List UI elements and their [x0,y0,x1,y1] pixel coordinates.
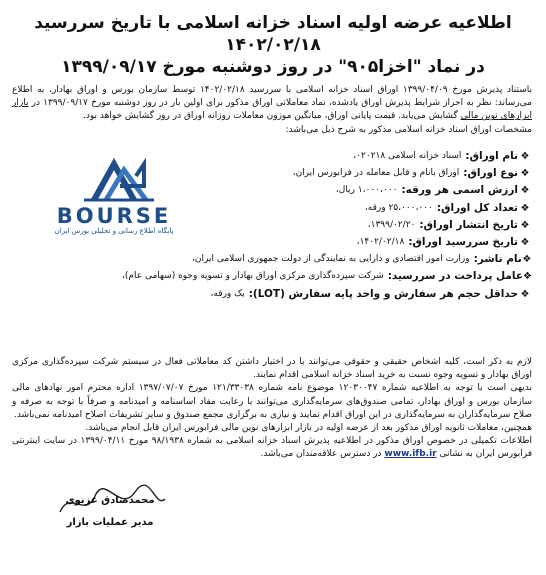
spec-label: حداقل حجم هر سفارش و واحد پایه سفارش (LOT): [248,287,518,300]
paragraph-secondary-trading: همچنین، معاملات ثانویه اوراق مذکور بعد از عرضه اولیه در بازار ابزارهای نوین مالی فرابورس ایران قابل انجام می‌باشد. [85,423,532,434]
spec-item [192,236,532,249]
spec-item [192,253,532,266]
diamond-bullet-icon: ❖ [523,271,532,283]
spec-label: ارزش اسمی هر ورقه: [401,184,518,197]
spec-value: ۲۵،۰۰۰،۰۰۰ ورقه، [364,202,433,213]
paragraph-more-info [12,435,532,461]
spec-value: ۱،۰۰۰،۰۰۰ ریال، [335,185,398,196]
signer-title: مدیر عملیات بازار [66,517,154,528]
spec-item [192,167,532,180]
intro-text-1: باستناد پذیرش مورخ ۱۳۹۹/۰۴/۰۹ اوراق اسناد خزانه اسلامی با سررسید ۱۴۰۲/۰۲/۱۸ توسط سازمان بورس و اوراق بهادار، به اطلاع می‌رساند: نظر به احراز شرایط پذیرش اوراق یادشده، نماد معاملاتی اوراق مذکور برای اولین بار در روز دوشنبه مورخ ۱۳۹۹/۰۹/۱۷ در [12,85,532,109]
signature-block [40,484,180,564]
diamond-bullet-icon: ❖ [520,185,530,197]
bourse-logo-icon [24,156,204,206]
signer-name: محمدصادق عزنوی [65,495,155,506]
title-line-2: در نماد "اخزا۹۰۵" در روز دوشنبه مورخ ۱۳۹۹/۰۹/۱۷ [61,57,485,77]
diamond-bullet-icon: ❖ [520,202,530,214]
title-line-1: اطلاعیه عرضه اولیه اسناد خزانه اسلامی با تاریخ سررسید ۱۴۰۲/۰۲/۱۸ [34,13,512,55]
intro-paragraph [12,84,532,137]
spec-label: نوع اوراق: [463,167,518,180]
spec-item [192,184,532,197]
intro-market-name: بازار ابزارهای نوین مالی [12,98,532,122]
spec-item [192,219,532,232]
spec-value: اوراق بانام و قابل معامله در فرابورس ایران، [292,168,460,179]
spec-label: تاریخ انتشار اوراق: [419,218,518,231]
logo-wordmark: BOURSE [56,204,172,228]
website-link[interactable]: www.ifb.ir [384,449,437,460]
paragraph-trading-code: لازم به ذکر است، کلیه اشخاص حقیقی و حقوقی می‌توانند با در اختیار داشتن کد معاملاتی فعال در سیستم شرکت سپرده‌گذاری مرکزی اوراق بهادار و تسویه وجوه نسبت به خرید اسناد خزانه اسلامی اقدام نمایند. [12,357,532,381]
spec-item [192,150,532,163]
diamond-bullet-icon: ❖ [520,168,530,180]
logo-subtitle: پایگاه اطلاع رسانی و تحلیلی بورس ایران [54,227,174,235]
diamond-bullet-icon: ❖ [520,288,530,300]
spec-label: عامل پرداخت در سررسید: [387,270,524,283]
spec-value: یک ورقه، [210,288,245,299]
spec-value: اسناد خزانه اسلامی ۰۲۰۲۱۸، [353,151,462,161]
spec-value: شرکت سپرده‌گذاری مرکزی اوراق بهادار و تسویه وجوه (سهامی عام)، [121,271,384,282]
more-info-suffix: در دسترس علاقه‌مندان می‌باشد. [260,449,382,460]
spec-label: نام اوراق: [465,150,518,162]
diamond-bullet-icon: ❖ [520,236,530,248]
diamond-bullet-icon: ❖ [520,219,530,231]
spec-label: تعداد کل اوراق: [436,201,518,214]
spec-value: ۱۴۰۲/۰۲/۱۸، [356,236,405,247]
specifications-list [121,150,532,305]
spec-label: تاریخ سررسید اوراق: [408,235,518,248]
bourse-logo [24,156,204,236]
spec-value: وزارت امور اقتصادی و دارایی به نمایندگی از دولت جمهوری اسلامی ایران، [192,254,470,265]
diamond-bullet-icon: ❖ [520,151,530,162]
intro-text-2: گشایش می‌یابد. قیمت پایانی اوراق، میانگین موزون معاملات روزانه اوراق در روز گشایش خواهد بود. [83,111,458,122]
spec-item [192,202,532,215]
spec-label: نام ناشر: [473,253,522,266]
paragraph-funds: بدیهی است با توجه به اطلاعیه شماره ۱۲۰۳۰۰۴۷ موضوع نامه شماره ۱۲۱/۳۳۰۳۸ مورخ ۱۳۹۷/۰۷/۰۷ اداره محترم امور نهادهای مالی سازمان بورس و اوراق بهادار، تمامی صندوق‌های سرمایه‌گذاری می‌توانند با رعایت مفاد اساسنامه و امیدنامه و صرفاً با توجه به صرفه و صلاح سرمایه‌گذاران به سرمایه‌گذاری در این اوراق اقدام نمایند و نیازی به برگزاری مجمع صندوق و سایر تشریفات اصلاح امیدنامه نمی‌باشد. [12,383,532,420]
spec-value: ۱۳۹۹/۰۲/۲۰، [367,219,416,230]
spec-item [121,270,532,283]
announcement-title [20,12,526,78]
diamond-bullet-icon: ❖ [522,254,532,266]
body-paragraphs [12,356,532,462]
more-info-text: اطلاعات تکمیلی در خصوص اوراق مذکور در اطلاعیه پذیرش اسناد خزانه اسلامی به شماره ۹۸/۱۹۳۸ مورخ ۱۳۹۹/۰۴/۱۱ در سایت اینترنتی فرابورس ایران به نشانی [12,436,532,460]
spec-item [192,288,532,301]
intro-last-line: مشخصات اوراق اسناد خزانه اسلامی مذکور به شرح ذیل می‌باشد: [285,124,532,135]
